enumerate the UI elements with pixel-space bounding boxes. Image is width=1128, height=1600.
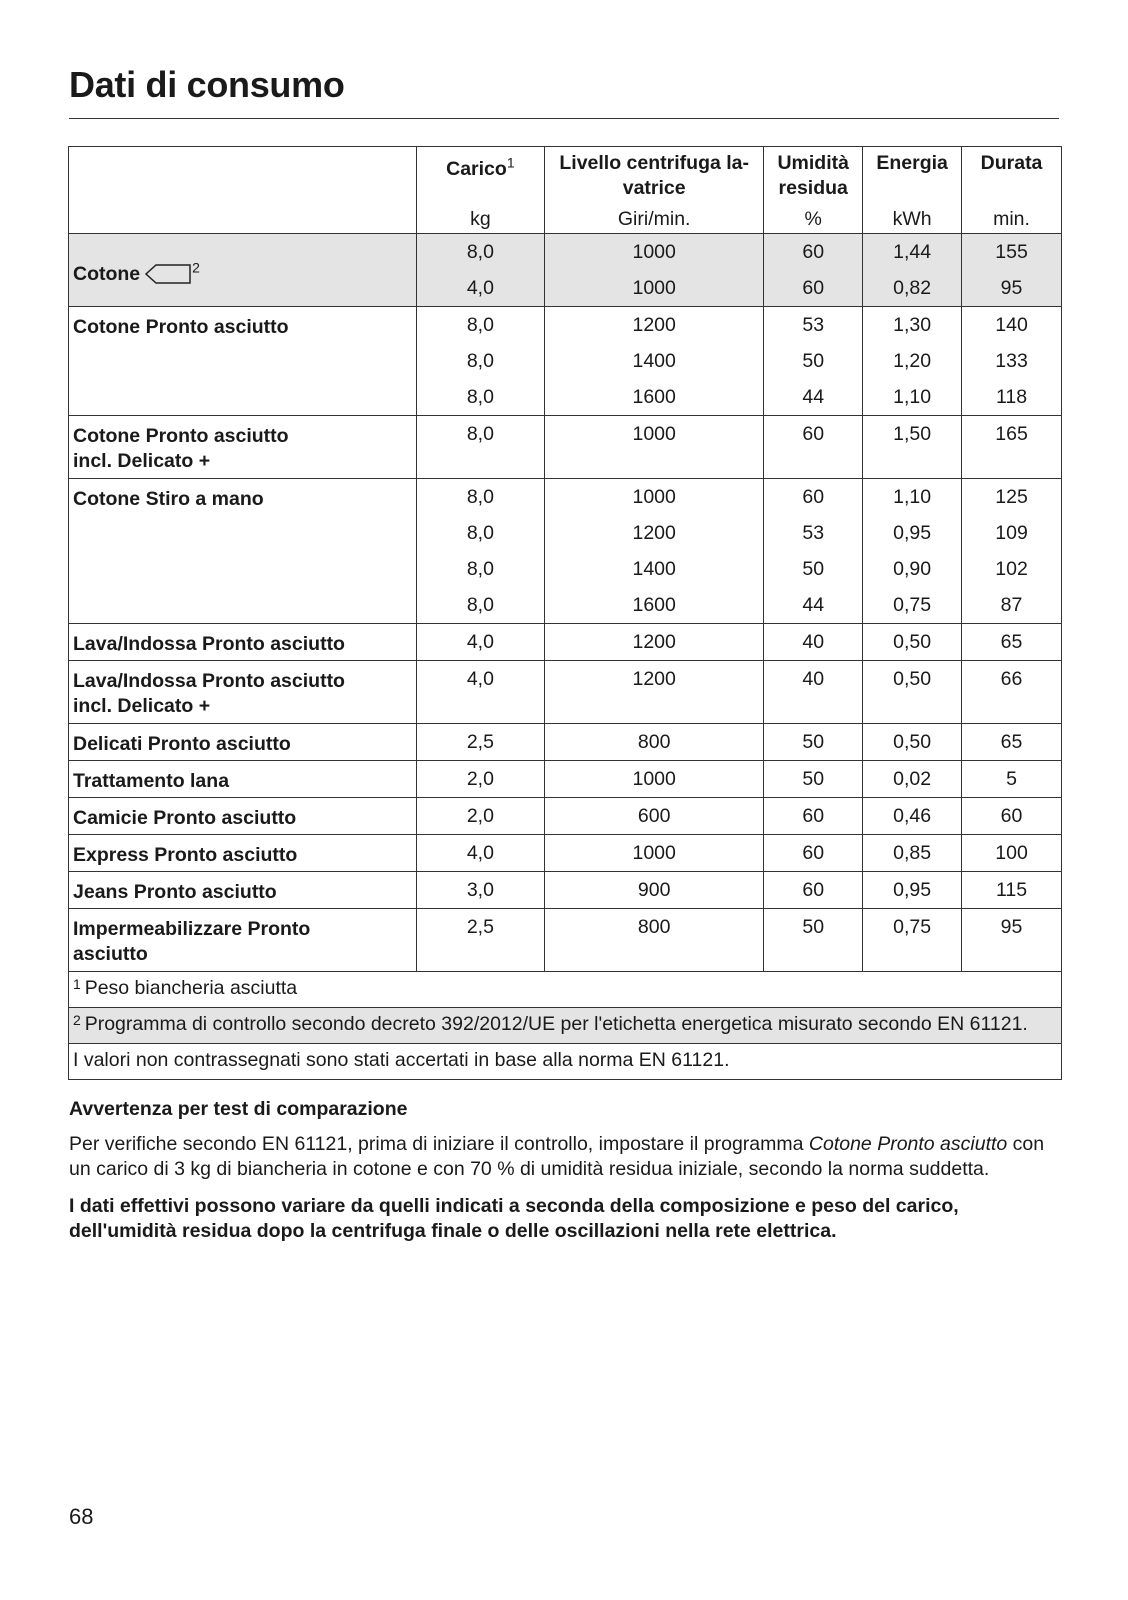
value-energy: 0,95 [863,872,962,909]
footnote-text: $^2$ Programma di controllo secondo decreto 392/2012/UE per l'etichetta energetica misurato secondo EN 61121. [69,1008,1062,1044]
value-duration: 100 [962,835,1062,872]
program-name: Express Pronto asciutto [69,835,417,872]
units-row [69,201,1062,234]
final-note: I dati effettivi possono variare da quelli indicati a seconda della composizione e peso del carico, dell'umidità residua dopo la centrifuga finale o delle oscillazioni nella rete elettrica. [69,1195,959,1242]
value-spin: 1000 [545,835,764,872]
value-energy: 0,50 [863,724,962,761]
value-spin: 1000 1000 [545,234,764,307]
page-title: Dati di consumo [69,64,345,105]
value-duration: 95 [962,909,1062,972]
value-moisture: 60 [764,835,863,872]
consumption-table [68,146,1062,1080]
program-row [69,798,1062,835]
value-spin: 600 [545,798,764,835]
value-moisture: 40 [764,661,863,724]
value-energy: 0,75 [863,909,962,972]
page-number: 68 [69,1504,94,1529]
program-name: Cotone Stiro a mano [69,479,417,624]
program-name: Trattamento lana [69,761,417,798]
value-spin: 800 [545,724,764,761]
header-duration: Durata [962,147,1062,202]
value-moisture: 53 50 44 [764,307,863,416]
value-load: 8,0 8,0 8,0 8,0 [416,479,544,624]
value-moisture: 40 [764,624,863,661]
program-name: Delicati Pronto asciutto [69,724,417,761]
program-row [69,416,1062,479]
program-row [69,307,1062,416]
title-divider [69,118,1059,119]
value-energy: 0,02 [863,761,962,798]
program-name: Cotone $^2$ [69,234,417,307]
comparison-notes [69,1097,1059,1244]
program-name: Impermeabilizzare Pronto asciutto [69,909,417,972]
value-spin: 800 [545,909,764,972]
value-spin: 1000 1200 1400 1600 [545,479,764,624]
unit-kwh: kWh [863,201,962,234]
value-duration: 65 [962,624,1062,661]
value-load: 4,0 [416,661,544,724]
value-duration: 165 [962,416,1062,479]
value-moisture: 60 [764,416,863,479]
program-row [69,835,1062,872]
value-moisture: 50 [764,761,863,798]
value-load: 2,5 [416,909,544,972]
program-name: Jeans Pronto asciutto [69,872,417,909]
value-spin: 1200 1400 1600 [545,307,764,416]
value-load: 2,0 [416,761,544,798]
value-load: 3,0 [416,872,544,909]
value-spin: 1000 [545,761,764,798]
footnote-text: I valori non contrassegnati sono stati accertati in base alla norma EN 61121. [69,1044,1062,1080]
value-load: 2,5 [416,724,544,761]
value-spin: 1200 [545,624,764,661]
value-load: 4,0 [416,624,544,661]
value-energy: 0,50 [863,624,962,661]
value-duration: 140 133 118 [962,307,1062,416]
program-row [69,624,1062,661]
value-duration: 115 [962,872,1062,909]
value-duration: 65 [962,724,1062,761]
footnote-row [69,972,1062,1008]
header-moisture: Umidità residua [764,147,863,202]
value-moisture: 50 [764,909,863,972]
program-name: Lava/Indossa Pronto asciutto [69,624,417,661]
footnote-row [69,1044,1062,1080]
value-energy: 0,46 [863,798,962,835]
program-name: Cotone Pronto asciutto [69,307,417,416]
value-duration: 66 [962,661,1062,724]
value-energy: 1,10 0,95 0,90 0,75 [863,479,962,624]
value-moisture: 60 53 50 44 [764,479,863,624]
program-row [69,479,1062,624]
value-load: 8,0 4,0 [416,234,544,307]
value-duration: 5 [962,761,1062,798]
value-energy: 1,30 1,20 1,10 [863,307,962,416]
footnotes [69,972,1062,1080]
program-name: Lava/Indossa Pronto asciutto incl. Delicato + [69,661,417,724]
programs-body [69,234,1062,972]
value-duration: 125 109 102 87 [962,479,1062,624]
value-spin: 900 [545,872,764,909]
value-energy: 0,85 [863,835,962,872]
header-energy: Energia [863,147,962,202]
header-load: Carico$^1$ [416,147,544,202]
value-spin: 1200 [545,661,764,724]
program-name: Camicie Pronto asciutto [69,798,417,835]
value-energy: 0,50 [863,661,962,724]
footnote-text: $^1$ Peso biancheria asciutta [69,972,1062,1008]
value-moisture: 60 60 [764,234,863,307]
warning-heading: Avvertenza per test di comparazione [69,1098,408,1120]
unit-kg: kg [416,201,544,234]
unit-min: min. [962,201,1062,234]
program-name: Cotone Pronto asciutto incl. Delicato + [69,416,417,479]
cotone-label-icon [144,263,192,285]
program-row [69,872,1062,909]
value-load: 2,0 [416,798,544,835]
value-duration: 155 95 [962,234,1062,307]
value-load: 8,0 8,0 8,0 [416,307,544,416]
warning-text: Per verifiche secondo EN 61121, prima di iniziare il controllo, impostare il programma Cotone Pronto asciutto con un carico di 3 kg di biancheria in cotone e con 70 % di umidità residua iniziale, secondo la norma suddetta. [69,1133,1045,1180]
value-moisture: 60 [764,798,863,835]
unit-rpm: Giri/min. [545,201,764,234]
footnote-row [69,1008,1062,1044]
value-load: 4,0 [416,835,544,872]
value-moisture: 50 [764,724,863,761]
unit-percent: % [764,201,863,234]
program-row [69,661,1062,724]
program-row [69,909,1062,972]
value-duration: 60 [962,798,1062,835]
value-moisture: 60 [764,872,863,909]
value-energy: 1,50 [863,416,962,479]
header-spin: Livello centrifuga la- vatrice [545,147,764,202]
value-load: 8,0 [416,416,544,479]
header-program [69,147,417,202]
program-row [69,234,1062,307]
program-row [69,724,1062,761]
header-row [69,147,1062,202]
value-energy: 1,44 0,82 [863,234,962,307]
value-spin: 1000 [545,416,764,479]
program-row [69,761,1062,798]
